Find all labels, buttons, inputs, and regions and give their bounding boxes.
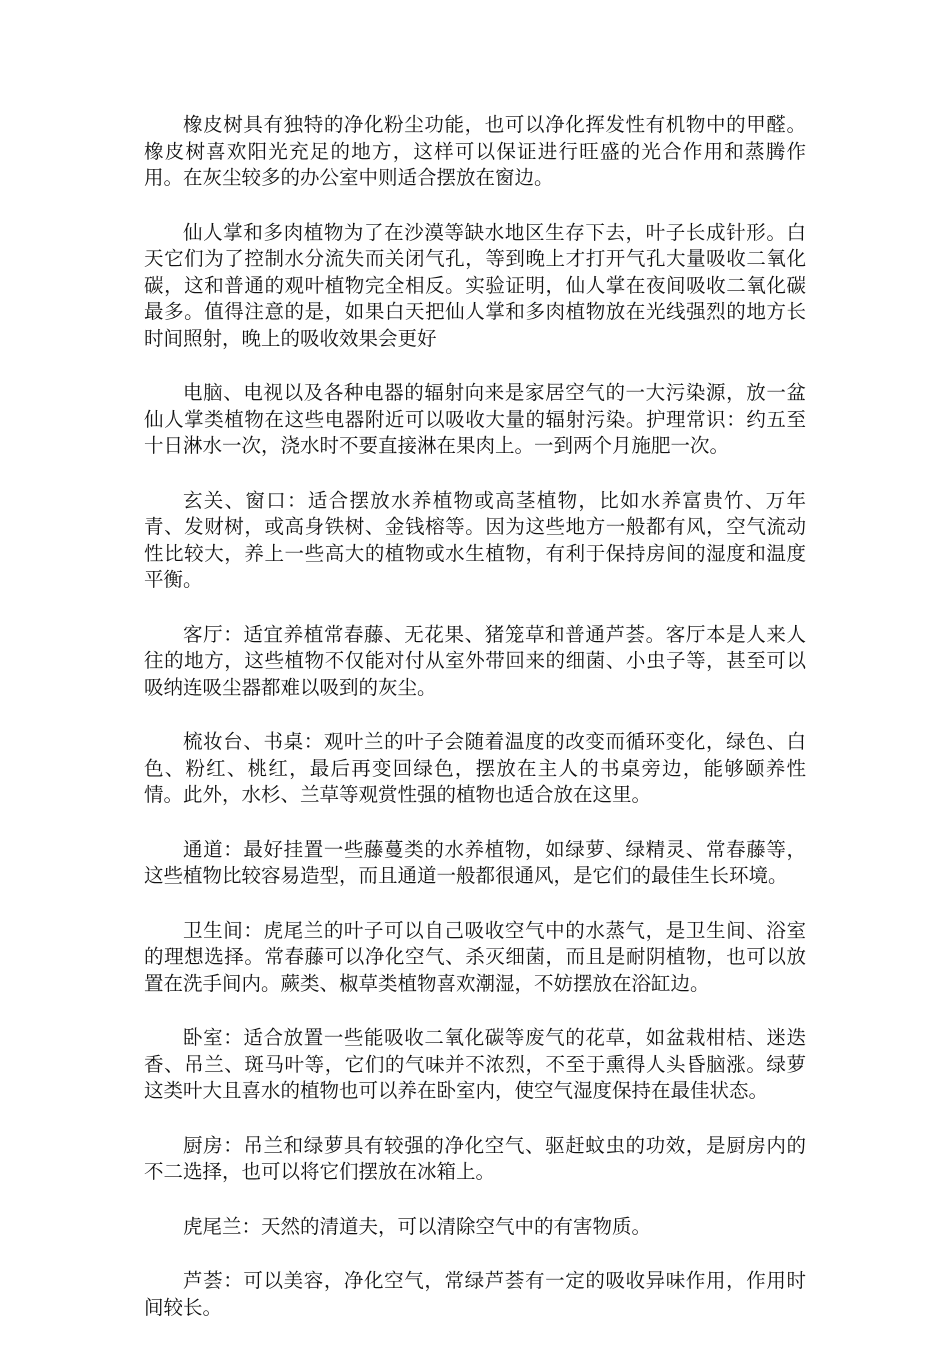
paragraph-aloe: 芦荟：可以美容，净化空气，常绿芦荟有一定的吸收异味作用，作用时间较长。 [144, 1269, 806, 1319]
paragraph-bathroom: 卫生间：虎尾兰的叶子可以自己吸收空气中的水蒸气，是卫生间、浴室的理想选择。常春藤可以净化空气、杀灭细菌，而且是耐阴植物，也可以放置在洗手间内。蕨类、椒草类植物喜欢潮湿，不妨摆放在浴缸边。 [144, 918, 806, 995]
paragraph-entrance-window: 玄关、窗口：适合摆放水养植物或高茎植物，比如水养富贵竹、万年青、发财树，或高身铁树、金钱榕等。因为这些地方一般都有风，空气流动性比较大，养上一些高大的植物或水生植物，有利于保持房间的湿度和温度平衡。 [144, 488, 806, 591]
paragraph-rubber-tree: 橡皮树具有独特的净化粉尘功能，也可以净化挥发性有机物中的甲醛。橡皮树喜欢阳光充足的地方，这样可以保证进行旺盛的光合作用和蒸腾作用。在灰尘较多的办公室中则适合摆放在窗边。 [144, 113, 806, 189]
paragraph-hallway: 通道：最好挂置一些藤蔓类的水养植物，如绿萝、绿精灵、常春藤等，这些植物比较容易造型，而且通道一般都很通风，是它们的最佳生长环境。 [144, 837, 806, 887]
document-body [144, 112, 806, 1349]
paragraph-dresser-desk: 梳妆台、书桌：观叶兰的叶子会随着温度的改变而循环变化，绿色、白色、粉红、桃红，最后再变回绿色，摆放在主人的书桌旁边，能够颐养性情。此外，水杉、兰草等观赏性强的植物也适合放在这里。 [144, 730, 806, 806]
paragraph-electronics-radiation: 电脑、电视以及各种电器的辐射向来是家居空气的一大污染源，放一盆仙人掌类植物在这些电器附近可以吸收大量的辐射污染。护理常识：约五至十日淋水一次，浇水时不要直接淋在果肉上。一到两个月施肥一次。 [144, 381, 806, 457]
paragraph-bedroom: 卧室：适合放置一些能吸收二氧化碳等废气的花草，如盆栽柑桔、迷迭香、吊兰、斑马叶等，它们的气味并不浓烈，不至于熏得人头昏脑涨。绿萝这类叶大且喜水的植物也可以养在卧室内，使空气湿度保持在最佳状态。 [144, 1026, 806, 1102]
paragraph-living-room: 客厅：适宜养植常春藤、无花果、猪笼草和普通芦荟。客厅本是人来人往的地方，这些植物不仅能对付从室外带回来的细菌、小虫子等，甚至可以吸纳连吸尘器都难以吸到的灰尘。 [144, 622, 806, 699]
paragraph-snake-plant: 虎尾兰：天然的清道夫，可以清除空气中的有害物质。 [183, 1214, 652, 1238]
paragraph-kitchen: 厨房：吊兰和绿萝具有较强的净化空气、驱赶蚊虫的功效，是厨房内的不二选择，也可以将它们摆放在冰箱上。 [144, 1133, 806, 1183]
paragraph-cactus-succulents: 仙人掌和多肉植物为了在沙漠等缺水地区生存下去，叶子长成针形。白天它们为了控制水分流失而关闭气孔，等到晚上才打开气孔大量吸收二氧化碳，这和普通的观叶植物完全相反。实验证明，仙人掌在夜间吸收二氧化碳最多。值得注意的是，如果白天把仙人掌和多肉植物放在光线强烈的地方长时间照射，晚上的吸收效果会更好 [144, 220, 806, 350]
